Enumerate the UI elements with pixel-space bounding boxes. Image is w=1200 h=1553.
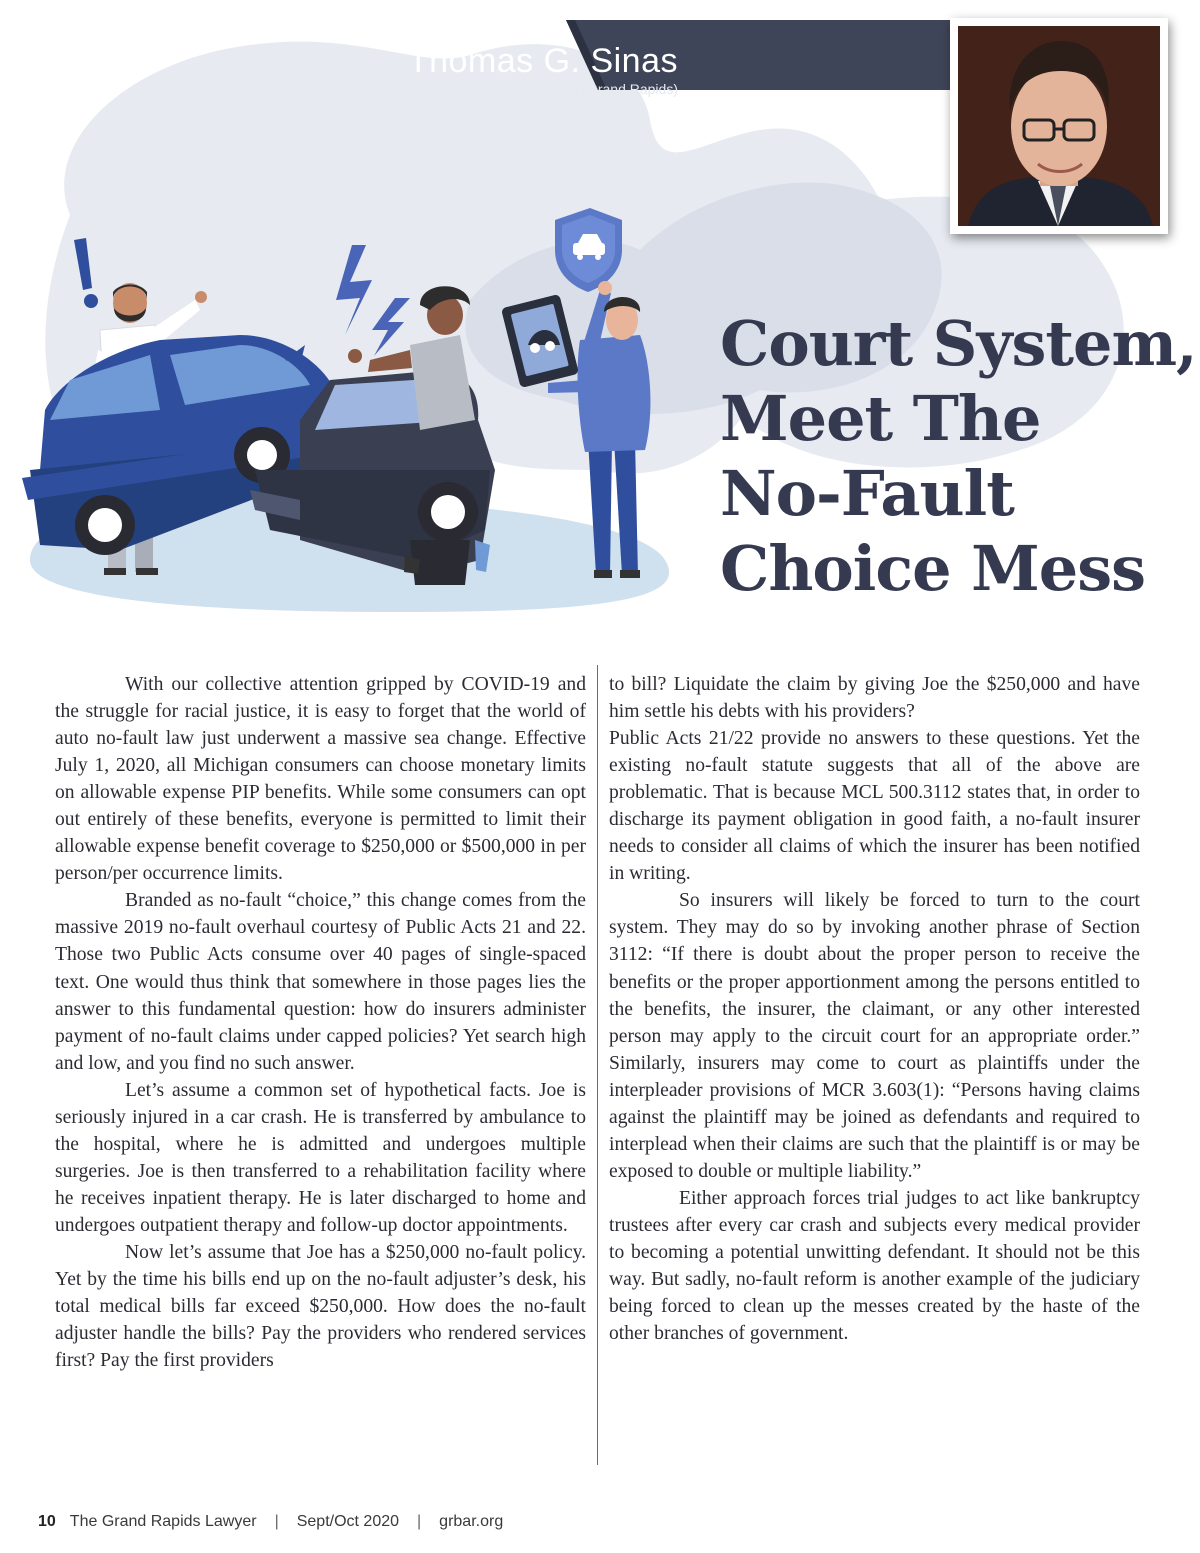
paragraph: With our collective attention gripped by COVID-19 and the struggle for racial justice, it is easy to forget that the world of auto no-fault law just underwent a massive sea change. Effective July 1, 2020, all Michigan consumers can choose monetary limits on allowable expense PIP benefits. While some consumers can opt out entirely of these benefits, everyone is permitted to limit their allowable expense benefit coverage to $250,000 or $500,000 in per person/per occurrence limits.: [55, 674, 586, 885]
article-column-left: [55, 671, 586, 1374]
page-footer: [38, 1513, 503, 1531]
paragraph: to bill? Liquidate the claim by giving Joe the $250,000 and have him settle his debts with his providers?: [609, 674, 1140, 723]
footer-separator: |: [274, 1513, 279, 1530]
author-photo: [950, 18, 1168, 234]
website-link[interactable]: grbar.org: [439, 1513, 504, 1530]
article-column-right: [609, 671, 1140, 1347]
hero-illustration: [0, 0, 1200, 640]
paragraph: Public Acts 21/22 provide no answers to these questions. Yet the existing no-fault statute suggests that all of the above are problematic. That is because MCL 500.3112 states that, in order to discharge its payment obligation in good faith, a no-fault insurer needs to consider all claims of which the insurer has been notified in writing.: [609, 728, 1140, 885]
footer-separator: |: [417, 1513, 422, 1530]
publication-name: The Grand Rapids Lawyer: [69, 1513, 257, 1530]
paragraph: Branded as no-fault “choice,” this change comes from the massive 2019 no-fault overhaul courtesy of Public Acts 21 and 22. Those two Public Acts consume over 40 pages of single-spaced text. One would thus think that somewhere in those pages lies the answer to this fundamental question: how do insurers administer payment of no-fault claims under capped policies? Yet search high and low, and you find no such answer.: [55, 890, 586, 1074]
issue-date: Sept/Oct 2020: [296, 1513, 400, 1530]
title-line: Court System,: [720, 307, 1197, 380]
author-name: Thomas G. Sinas: [407, 42, 678, 80]
title-line: No-Fault: [720, 457, 1014, 530]
paragraph: So insurers will likely be forced to turn to the court system. They may do so by invoking another phrase of Section 3112: “If there is doubt about the proper person to receive the benefits or the proper apportionment among the persons entitled to the benefits, the insurer, the claimant, or any other interested person may apply to the circuit court for an appropriate order.” Similarly, insurers may come to court as plaintiffs under the interpleader provisions of MCR 3.603(1): “Persons having claims against the plaintiff may be joined as defendants and required to interplead when their claims are such that the plaintiff is or may be exposed to double or multiple liability.”: [609, 890, 1140, 1182]
author-firm: Sinas Dramis Law Firm (Grand Rapids): [433, 81, 678, 97]
author-portrait-image: [958, 26, 1160, 226]
author-banner-text: [407, 20, 950, 97]
article-title: [720, 306, 1197, 606]
paragraph: Now let’s assume that Joe has a $250,000 no-fault policy. Yet by the time his bills end up on the no-fault adjuster’s desk, his total medical bills far exceed $250,000. How does the no-fault adjuster handle the bills? Pay the providers who rendered services first? Pay the first providers: [55, 1241, 586, 1372]
paragraph: Either approach forces trial judges to act like bankruptcy trustees after every car crash and subjects every medical provider to becoming a potential unwitting defendant. It should not be this way. But sadly, no-fault reform is another example of the judiciary being forced to clean up the messes created by the haste of the other branches of government.: [609, 1187, 1140, 1345]
paragraph: Let’s assume a common set of hypothetical facts. Joe is seriously injured in a car crash. He is transferred by ambulance to the hospital, where he is admitted and undergoes multiple surgeries. Joe is then transferred to a rehabilitation facility where he receives inpatient therapy. He is later discharged to home and undergoes outpatient therapy and follow-up doctor appointments.: [55, 1079, 586, 1236]
title-line: Choice Mess: [720, 532, 1145, 605]
page-number: 10: [38, 1513, 56, 1530]
title-line: Meet The: [720, 382, 1041, 455]
column-divider: [597, 665, 598, 1465]
